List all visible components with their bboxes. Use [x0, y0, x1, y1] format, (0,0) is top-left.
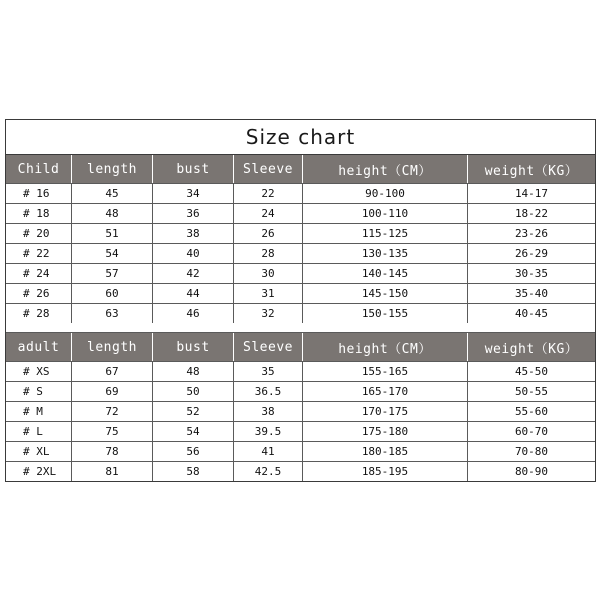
column-header-length: length	[72, 333, 153, 361]
cell-sleeve: 30	[234, 264, 303, 283]
cell-weight: 23-26	[514, 227, 549, 240]
column-header-height: height（CM）	[303, 155, 468, 183]
cell-bust: 38	[153, 224, 234, 243]
cell-height: 150-155	[303, 304, 468, 323]
chart-title: Size chart	[6, 120, 595, 155]
cell-length: 72	[72, 402, 153, 421]
cell-size: # S	[6, 382, 72, 401]
cell-height: 165-170	[303, 382, 468, 401]
cell-size: # 16	[6, 184, 72, 203]
column-header-height: height（CM）	[303, 333, 468, 361]
cell-height: 115-125	[303, 224, 468, 243]
adult-header-row	[6, 333, 595, 362]
cell-height: 175-180	[303, 422, 468, 441]
cell-sleeve: 32	[234, 304, 303, 323]
cell-bust: 54	[153, 422, 234, 441]
cell-sleeve: 36.5	[234, 382, 303, 401]
cell-length: 48	[72, 204, 153, 223]
table-row	[6, 284, 595, 304]
cell-weight: 14-17	[514, 187, 549, 200]
cell-length: 81	[72, 462, 153, 481]
cell-height: 170-175	[303, 402, 468, 421]
cell-weight: 26-29	[514, 247, 549, 260]
cell-length: 54	[72, 244, 153, 263]
cell-weight: 55-60	[514, 405, 549, 418]
column-header-weight: weight（KG）	[484, 341, 579, 357]
cell-sleeve: 35	[234, 362, 303, 381]
table-row	[6, 264, 595, 284]
cell-height: 100-110	[303, 204, 468, 223]
cell-weight: 45-50	[514, 365, 549, 378]
cell-size: # M	[6, 402, 72, 421]
cell-weight: 50-55	[514, 385, 549, 398]
cell-bust: 44	[153, 284, 234, 303]
cell-height: 185-195	[303, 462, 468, 481]
cell-length: 45	[72, 184, 153, 203]
cell-height: 145-150	[303, 284, 468, 303]
cell-height: 90-100	[303, 184, 468, 203]
column-header-size: adult	[6, 333, 72, 361]
cell-length: 69	[72, 382, 153, 401]
table-divider	[6, 323, 595, 333]
cell-size: # 20	[6, 224, 72, 243]
column-header-bust: bust	[153, 155, 234, 183]
column-header-weight: weight（KG）	[484, 163, 579, 179]
column-header-length: length	[72, 155, 153, 183]
table-row	[6, 304, 595, 323]
cell-length: 57	[72, 264, 153, 283]
cell-size: # 26	[6, 284, 72, 303]
cell-sleeve: 24	[234, 204, 303, 223]
cell-sleeve: 22	[234, 184, 303, 203]
cell-bust: 56	[153, 442, 234, 461]
cell-weight: 70-80	[514, 445, 549, 458]
table-row	[6, 402, 595, 422]
cell-bust: 50	[153, 382, 234, 401]
cell-sleeve: 39.5	[234, 422, 303, 441]
cell-weight: 40-45	[514, 307, 549, 320]
child-size-table	[6, 155, 595, 323]
cell-sleeve: 41	[234, 442, 303, 461]
cell-bust: 34	[153, 184, 234, 203]
table-row	[6, 184, 595, 204]
cell-size: # XS	[6, 362, 72, 381]
cell-bust: 42	[153, 264, 234, 283]
table-row	[6, 382, 595, 402]
cell-length: 78	[72, 442, 153, 461]
cell-weight: 80-90	[514, 465, 549, 478]
cell-weight: 18-22	[514, 207, 549, 220]
table-row	[6, 362, 595, 382]
cell-sleeve: 28	[234, 244, 303, 263]
adult-size-table	[6, 333, 595, 481]
table-row	[6, 224, 595, 244]
cell-sleeve: 31	[234, 284, 303, 303]
cell-sleeve: 26	[234, 224, 303, 243]
cell-size: # XL	[6, 442, 72, 461]
cell-size: # 24	[6, 264, 72, 283]
column-header-sleeve: Sleeve	[234, 155, 303, 183]
cell-length: 51	[72, 224, 153, 243]
column-header-bust: bust	[153, 333, 234, 361]
cell-length: 63	[72, 304, 153, 323]
cell-size: # 2XL	[6, 462, 72, 481]
table-row	[6, 422, 595, 442]
table-row	[6, 244, 595, 264]
cell-size: # L	[6, 422, 72, 441]
cell-bust: 58	[153, 462, 234, 481]
column-header-sleeve: Sleeve	[234, 333, 303, 361]
cell-bust: 46	[153, 304, 234, 323]
table-row	[6, 204, 595, 224]
cell-height: 155-165	[303, 362, 468, 381]
cell-height: 130-135	[303, 244, 468, 263]
cell-weight: 35-40	[514, 287, 549, 300]
size-chart	[5, 119, 596, 482]
cell-size: # 28	[6, 304, 72, 323]
cell-length: 75	[72, 422, 153, 441]
cell-weight: 30-35	[514, 267, 549, 280]
cell-length: 60	[72, 284, 153, 303]
column-header-size: Child	[6, 155, 72, 183]
cell-bust: 40	[153, 244, 234, 263]
cell-bust: 48	[153, 362, 234, 381]
cell-sleeve: 42.5	[234, 462, 303, 481]
child-header-row	[6, 155, 595, 184]
cell-length: 67	[72, 362, 153, 381]
table-row	[6, 442, 595, 462]
cell-size: # 22	[6, 244, 72, 263]
cell-sleeve: 38	[234, 402, 303, 421]
cell-bust: 52	[153, 402, 234, 421]
cell-height: 180-185	[303, 442, 468, 461]
cell-height: 140-145	[303, 264, 468, 283]
cell-bust: 36	[153, 204, 234, 223]
cell-weight: 60-70	[514, 425, 549, 438]
cell-size: # 18	[6, 204, 72, 223]
table-row	[6, 462, 595, 481]
